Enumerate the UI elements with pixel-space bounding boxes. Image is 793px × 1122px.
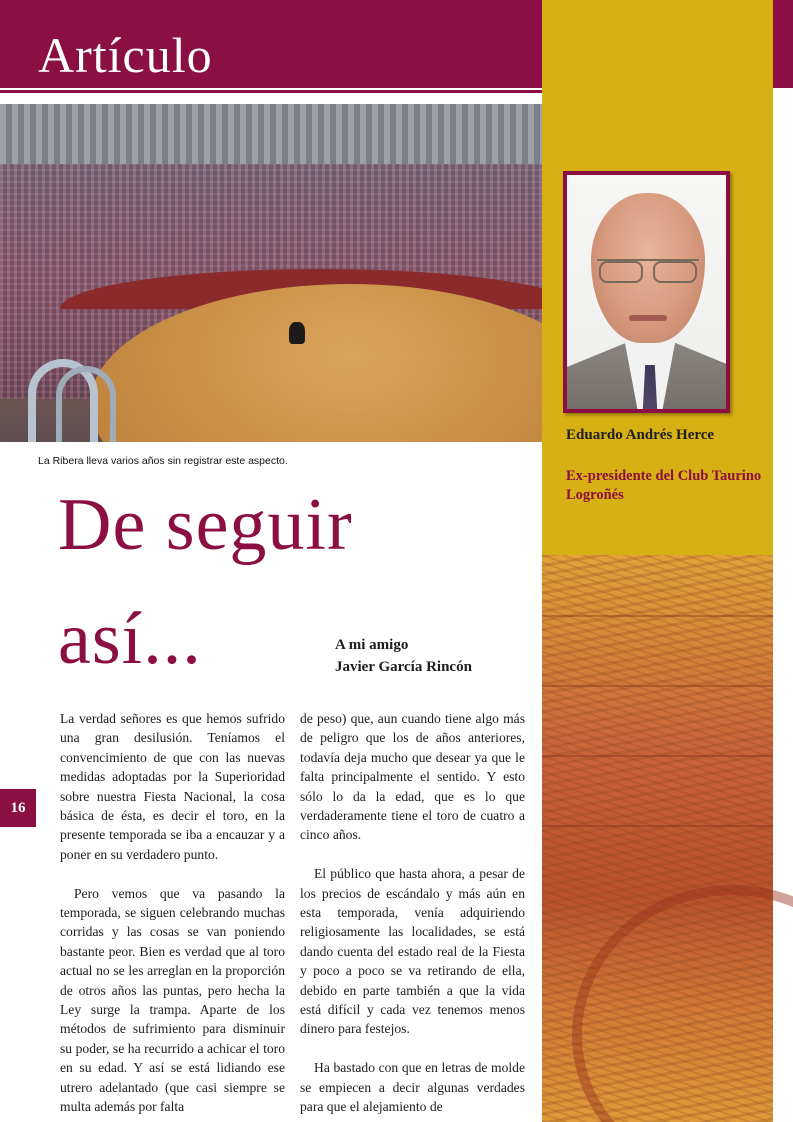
photo-railing xyxy=(56,366,116,442)
author-role: Ex-presidente del Club Taurino Logroñés xyxy=(566,468,762,503)
dedication xyxy=(335,634,535,678)
page-number: 16 xyxy=(0,789,36,827)
body-column-left xyxy=(60,709,285,1117)
body-paragraph: Ha bastado con que en letras de molde se empiecen a decir algunas verdades para que el alejamiento de xyxy=(300,1060,525,1115)
dedication-line2: Javier García Rincón xyxy=(335,659,472,675)
stand-line xyxy=(542,755,773,757)
body-paragraph: de peso) que, aun cuando tiene algo más de peligro que los de años anteriores, todavía deja mucho que desear ya que le falta principalmente el sentido. Y esto sólo lo da la edad, que es lo que verdaderamente tiene el toro de cuatro a cinco años. xyxy=(300,711,525,843)
header-divider xyxy=(0,90,542,93)
body-paragraph: El público que hasta ahora, a pesar de los precios de escándalo y más aún en esta temporada, venía adquiriendo religiosamente las localidades, se está dando cuenta del estado real de la Fiesta y poco a poco se va retirando de ella, debido en parte también a que la vida está difícil y cada vez tenemos menos dinero para festejos. xyxy=(300,866,525,1037)
portrait-glasses xyxy=(597,259,699,279)
photo-caption: La Ribera lleva varios años sin registrar este aspecto. xyxy=(38,455,288,467)
photo-rider xyxy=(289,322,305,344)
body-paragraph: Pero vemos que va pasando la temporada, se siguen celebrando muchas corridas y las cosas se van poniendo bastante peor. Bien es verdad que al toro actual no se les arreglan en la proporción de otros años las puntas, pero hecha la Ley surge la trampa. Aparte de los métodos de sufrimiento para disminuir su poder, se ha recurrido a achicar el toro en su edad. Y así se está lidiando ese utrero adelantado (que casi siempre se multa además por falta xyxy=(60,885,285,1115)
portrait-mouth xyxy=(629,315,667,321)
sidebar-bullring-image xyxy=(542,555,773,1122)
section-title: Artículo xyxy=(38,27,213,83)
author-portrait xyxy=(563,171,730,413)
photo-roof xyxy=(0,104,542,164)
bullring-photo xyxy=(0,104,542,442)
arena-curve xyxy=(572,885,793,1122)
article-headline-line2: así... xyxy=(58,598,202,680)
dedication-line1: A mi amigo xyxy=(335,637,409,653)
article-headline-line1: De seguir xyxy=(58,484,353,566)
body-column-right xyxy=(300,709,525,1117)
body-paragraph: La verdad señores es que hemos sufrido una gran desilusión. Teníamos el convencimiento de que con las nuevas medidas adoptadas por la Superioridad sobre nuestra Fiesta Nacional, la cosa básica de ésta, es decir el toro, en la presente temporada se iba a encauzar y a poner en su verdadero punto. xyxy=(60,711,285,862)
stand-line xyxy=(542,615,773,617)
author-name: Eduardo Andrés Herce xyxy=(566,427,715,443)
stand-line xyxy=(542,685,773,687)
stand-line xyxy=(542,825,773,827)
